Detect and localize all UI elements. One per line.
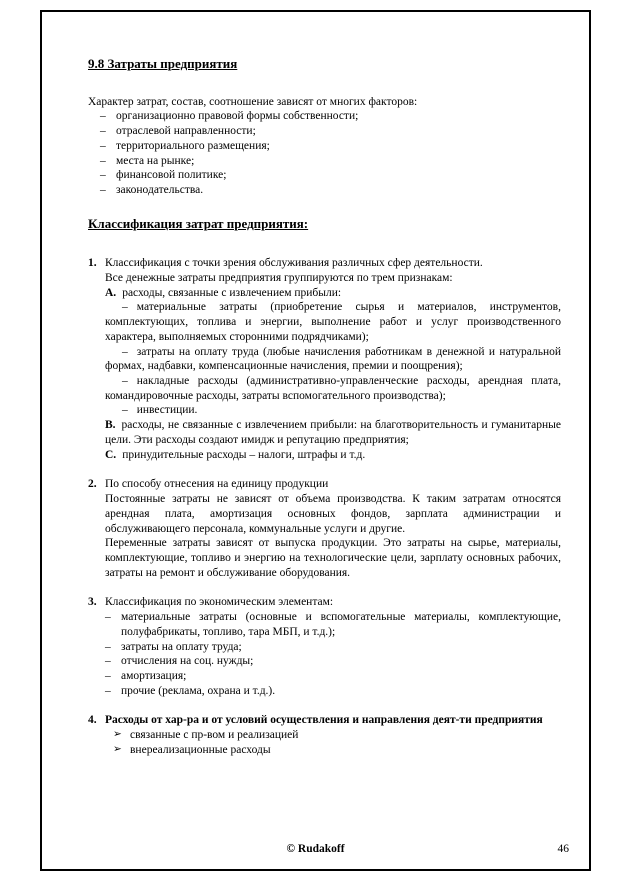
item-body (105, 713, 561, 757)
dash-bullet: – (122, 404, 128, 417)
factors-list (100, 109, 561, 197)
item-body (105, 477, 561, 580)
bullet-list (113, 728, 561, 757)
dash-item-text: накладные расходы (административно-управленческие расходы, арендная плата, командировочные расходы, затраты вспомогательного производства); (105, 375, 561, 402)
letter-item-b (105, 418, 561, 447)
numbered-item-4 (88, 713, 561, 757)
dash-item-text: материальные затраты (приобретение сырья и материалов, инструментов, комплектующих, топлива и энергии, выполнение работ и услуг производственного характера, выполняемых сторонними подрядчиками); (105, 301, 561, 343)
list-item (100, 124, 561, 139)
dash-item (105, 403, 561, 418)
item-body (105, 256, 561, 462)
numbered-item-2 (88, 477, 561, 580)
dash-item (105, 654, 561, 669)
item-title: Классификация с точки зрения обслуживания различных сфер деятельности. (105, 257, 483, 270)
item-number: 4. (88, 714, 97, 727)
bullet-item-text: внереализационные расходы (130, 743, 271, 756)
dash-item (105, 374, 561, 403)
item-body (105, 595, 561, 698)
letter-text: расходы, не связанные с извлечением прибыли: на благотворительность и гуманитарные цели. Эти расходы создают имидж и репутацию предприятия; (105, 419, 561, 446)
page-title: 9.8 Затраты предприятия (88, 56, 238, 71)
dash-item (105, 610, 561, 639)
dash-item (105, 345, 561, 374)
dash-item-text: амортизация; (121, 669, 187, 682)
item-paragraph: Переменные затраты зависят от выпуска продукции. Это затраты на сырье, материалы, комплектующие, топливо и энергию на технологические цели, зарплату основных рабочих, затраты на ремонт и обслуживание оборудования. (105, 537, 561, 579)
list-item-text: места на рынке; (116, 154, 195, 167)
copyright: © Rudakoff (286, 843, 345, 855)
dash-bullet: – (100, 169, 106, 182)
dash-item (105, 640, 561, 655)
dash-item (105, 684, 561, 699)
dash-bullet: – (105, 611, 111, 624)
section-heading: Классификация затрат предприятия: (88, 215, 309, 231)
dash-bullet: – (105, 640, 111, 653)
item-number: 3. (88, 596, 97, 609)
page-footer (42, 843, 589, 855)
dash-bullet: – (100, 183, 106, 196)
arrow-bullet-icon: ➢ (113, 729, 122, 741)
item-intro: Все денежные затраты предприятия группируются по трем признакам: (105, 272, 453, 284)
item-title: По способу отнесения на единицу продукции (105, 478, 329, 491)
intro-paragraph: Характер затрат, состав, соотношение зависят от многих факторов: (88, 95, 418, 108)
list-item (100, 168, 561, 183)
dash-bullet: – (100, 110, 106, 123)
item-number: 2. (88, 478, 97, 491)
item-title: Расходы от хар-ра и от условий осуществления и направления деят-ти предприятия (105, 714, 543, 727)
list-item (100, 139, 561, 154)
item-title: Классификация по экономическим элементам: (105, 596, 334, 609)
list-item (100, 154, 561, 169)
dash-bullet: – (105, 669, 111, 682)
dash-item (105, 300, 561, 344)
list-item-text: отраслевой направленности; (116, 125, 256, 138)
list-item (100, 109, 561, 124)
letter-item-c (105, 448, 561, 463)
letter-label: B. (105, 419, 116, 432)
list-item-text: организационно правовой формы собственности; (116, 110, 359, 123)
dash-bullet: – (122, 375, 128, 388)
numbered-item-1 (88, 256, 561, 462)
letter-item-a (105, 286, 561, 301)
dash-bullet: – (122, 345, 128, 358)
dash-item-text: затраты на оплату труда (любые начисления работникам в денежной и натуральной формах, надбавки, компенсационные начисления, премии и поощрения); (105, 345, 561, 373)
letter-text: принудительные расходы – налоги, штрафы и т.д. (122, 448, 366, 461)
dash-item-text: материальные затраты (основные и вспомогательные материалы, комплектующие, полуфабрикаты, топливо, тара МБП, и т.д.); (121, 611, 561, 638)
item-paragraph: Постоянные затраты не зависят от объема производства. К таким затратам относятся арендная плата, амортизация основных фондов, зарплата администрации и обслуживающего персонала, коммунальные услуги и другие. (105, 493, 561, 535)
dash-item-text: инвестиции. (136, 404, 198, 417)
dash-item-text: прочие (реклама, охрана и т.д.). (121, 684, 276, 697)
dash-bullet: – (105, 655, 111, 668)
dash-item (105, 669, 561, 684)
dash-bullet: – (105, 684, 111, 697)
dash-item-text: отчисления на соц. нужды; (121, 655, 254, 668)
bullet-item (113, 743, 561, 758)
letter-label: A. (105, 286, 117, 299)
arrow-bullet-icon: ➢ (113, 743, 122, 755)
letter-label: C. (105, 448, 117, 461)
page-content (42, 12, 589, 758)
list-item (100, 183, 561, 198)
list-item-text: территориального размещения; (116, 139, 270, 152)
dash-bullet: – (100, 125, 106, 138)
list-item-text: финансовой политике; (116, 169, 227, 182)
document-page (40, 10, 591, 871)
bullet-item-text: связанные с пр-вом и реализацией (130, 729, 299, 742)
list-item-text: законодательства. (116, 183, 204, 196)
dash-item-text: затраты на оплату труда; (121, 640, 242, 653)
page-number: 46 (557, 843, 569, 855)
dash-bullet: – (100, 154, 106, 167)
dash-bullet: – (122, 301, 128, 314)
dash-bullet: – (100, 139, 106, 152)
letter-text: расходы, связанные с извлечением прибыли: (122, 286, 342, 299)
item-number: 1. (88, 257, 97, 270)
numbered-item-3 (88, 595, 561, 698)
bullet-item (113, 728, 561, 743)
